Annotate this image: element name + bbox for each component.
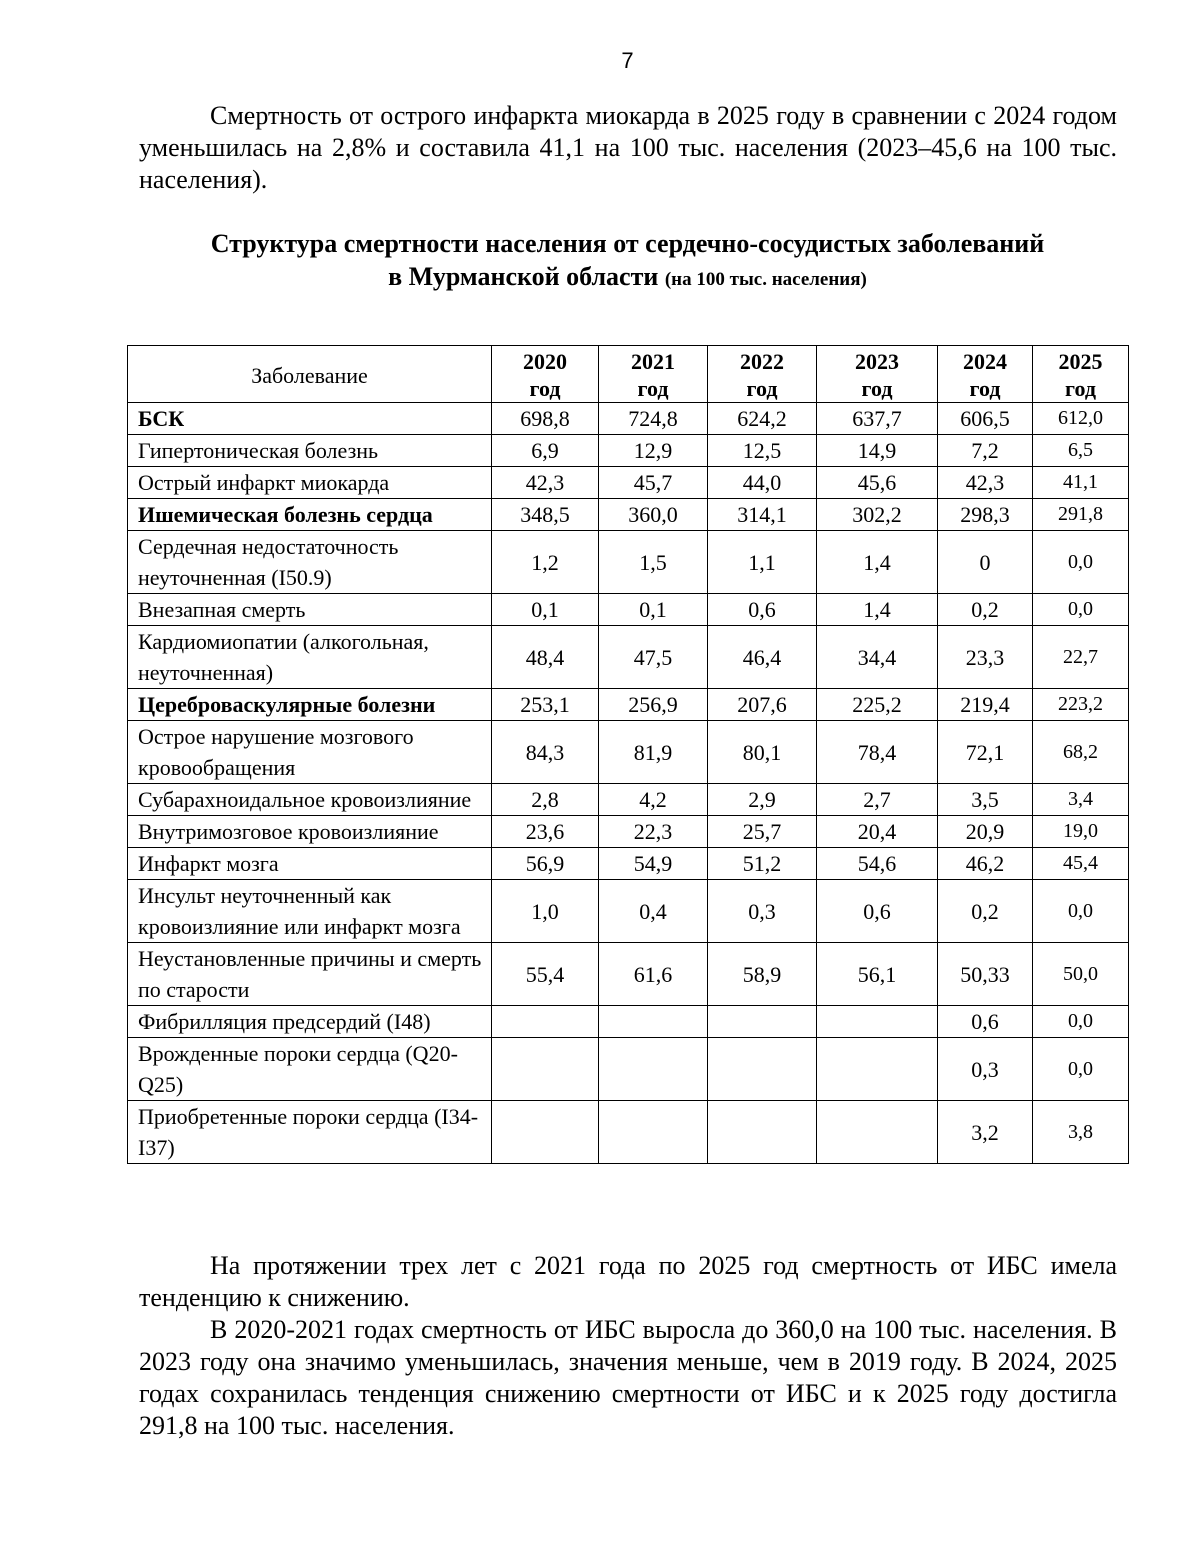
table-title [0, 227, 1200, 296]
row-disease-name: Врожденные пороки сердца (Q20-Q25) [128, 1038, 492, 1101]
table-title-line-2 [0, 260, 1200, 296]
row-value-2020: 2,8 [492, 784, 599, 816]
row-value-2022 [708, 1038, 817, 1101]
table-row [128, 626, 1129, 689]
table-title-line-1: Структура смертности населения от сердечно-сосудистых заболеваний [210, 229, 1045, 258]
row-disease-name: Приобретенные пороки сердца (I34-I37) [128, 1101, 492, 1164]
table-title-units: (на 100 тыс. населения) [664, 269, 867, 290]
row-value-2020 [492, 1038, 599, 1101]
table-row [128, 816, 1129, 848]
row-value-2024: 298,3 [938, 499, 1033, 531]
row-disease-name: Кардиомиопатии (алкогольная, неуточненная) [128, 626, 492, 689]
row-value-2021: 0,4 [599, 880, 708, 943]
row-value-2021: 1,5 [599, 531, 708, 594]
row-value-2021: 54,9 [599, 848, 708, 880]
table-row [128, 1006, 1129, 1038]
row-value-2022: 51,2 [708, 848, 817, 880]
row-value-2025: 22,7 [1033, 626, 1129, 689]
row-value-2023: 54,6 [817, 848, 938, 880]
row-value-2023: 1,4 [817, 531, 938, 594]
table-row [128, 403, 1129, 435]
row-disease-name: БСК [128, 403, 492, 435]
row-disease-name: Субарахноидальное кровоизлияние [128, 784, 492, 816]
row-disease-name: Сердечная недостаточность неуточненная (I50.9) [128, 531, 492, 594]
row-disease-name: Гипертоническая болезнь [128, 435, 492, 467]
row-value-2024: 0,3 [938, 1038, 1033, 1101]
row-disease-name: Фибрилляция предсердий (I48) [128, 1006, 492, 1038]
row-value-2023: 56,1 [817, 943, 938, 1006]
row-value-2024: 20,9 [938, 816, 1033, 848]
row-value-2020: 23,6 [492, 816, 599, 848]
row-value-2022: 46,4 [708, 626, 817, 689]
header-year-suffix: год [529, 376, 561, 401]
header-year-2021 [599, 346, 708, 403]
row-value-2024: 3,5 [938, 784, 1033, 816]
row-value-2022 [708, 1006, 817, 1038]
row-value-2020: 1,2 [492, 531, 599, 594]
row-value-2022: 2,9 [708, 784, 817, 816]
row-value-2024: 23,3 [938, 626, 1033, 689]
row-disease-name: Острое нарушение мозгового кровообращения [128, 721, 492, 784]
row-value-2021 [599, 1038, 708, 1101]
table-row [128, 848, 1129, 880]
row-value-2021: 256,9 [599, 689, 708, 721]
row-value-2023: 14,9 [817, 435, 938, 467]
table-row [128, 721, 1129, 784]
row-value-2025: 45,4 [1033, 848, 1129, 880]
row-value-2025: 0,0 [1033, 594, 1129, 626]
row-value-2025: 3,8 [1033, 1101, 1129, 1164]
row-value-2021: 0,1 [599, 594, 708, 626]
header-year-2025 [1033, 346, 1129, 403]
row-value-2024: 0,6 [938, 1006, 1033, 1038]
row-value-2023: 45,6 [817, 467, 938, 499]
table-row [128, 689, 1129, 721]
header-year-suffix: год [861, 376, 893, 401]
row-value-2025: 0,0 [1033, 880, 1129, 943]
row-value-2022: 314,1 [708, 499, 817, 531]
row-value-2021 [599, 1006, 708, 1038]
row-value-2023: 225,2 [817, 689, 938, 721]
mortality-table [127, 345, 1129, 1164]
row-disease-name: Цереброваскулярные болезни [128, 689, 492, 721]
header-year-label: 2021 [631, 349, 675, 374]
header-year-2023 [817, 346, 938, 403]
row-value-2020: 48,4 [492, 626, 599, 689]
row-value-2025: 41,1 [1033, 467, 1129, 499]
row-value-2020: 56,9 [492, 848, 599, 880]
row-value-2025: 291,8 [1033, 499, 1129, 531]
row-value-2021: 81,9 [599, 721, 708, 784]
header-disease: Заболевание [128, 346, 492, 403]
header-year-label: 2020 [523, 349, 567, 374]
row-disease-name: Инфаркт мозга [128, 848, 492, 880]
header-year-suffix: год [746, 376, 778, 401]
row-value-2023: 34,4 [817, 626, 938, 689]
row-value-2023: 0,6 [817, 880, 938, 943]
row-value-2022: 12,5 [708, 435, 817, 467]
row-value-2022: 25,7 [708, 816, 817, 848]
header-year-label: 2025 [1058, 349, 1103, 374]
row-value-2022: 0,3 [708, 880, 817, 943]
row-disease-name: Внутримозговое кровоизлияние [128, 816, 492, 848]
row-value-2021: 45,7 [599, 467, 708, 499]
row-value-2024: 0,2 [938, 880, 1033, 943]
row-value-2025: 6,5 [1033, 435, 1129, 467]
row-value-2021 [599, 1101, 708, 1164]
row-value-2025: 0,0 [1033, 531, 1129, 594]
row-value-2024: 3,2 [938, 1101, 1033, 1164]
table-title-region: в Мурманской области [388, 262, 659, 291]
table-row [128, 499, 1129, 531]
header-year-suffix: год [969, 376, 1001, 401]
row-value-2024: 219,4 [938, 689, 1033, 721]
row-value-2025: 612,0 [1033, 403, 1129, 435]
row-value-2021: 61,6 [599, 943, 708, 1006]
row-value-2022: 207,6 [708, 689, 817, 721]
header-year-2024 [938, 346, 1033, 403]
row-value-2022: 0,6 [708, 594, 817, 626]
row-value-2024: 0 [938, 531, 1033, 594]
row-value-2023: 78,4 [817, 721, 938, 784]
header-year-2022 [708, 346, 817, 403]
row-value-2024: 606,5 [938, 403, 1033, 435]
row-value-2022: 624,2 [708, 403, 817, 435]
row-value-2023: 302,2 [817, 499, 938, 531]
row-value-2024: 72,1 [938, 721, 1033, 784]
table-header-row [128, 346, 1129, 403]
row-value-2022 [708, 1101, 817, 1164]
row-value-2022: 44,0 [708, 467, 817, 499]
row-value-2023: 20,4 [817, 816, 938, 848]
row-value-2024: 50,33 [938, 943, 1033, 1006]
header-year-label: 2023 [855, 349, 899, 374]
row-value-2020: 55,4 [492, 943, 599, 1006]
table-row [128, 435, 1129, 467]
row-value-2021: 47,5 [599, 626, 708, 689]
row-value-2024: 42,3 [938, 467, 1033, 499]
table-row [128, 1101, 1129, 1164]
table-row [128, 784, 1129, 816]
table-row [128, 943, 1129, 1006]
row-disease-name: Ишемическая болезнь сердца [128, 499, 492, 531]
row-value-2020 [492, 1101, 599, 1164]
row-value-2020: 84,3 [492, 721, 599, 784]
row-value-2020 [492, 1006, 599, 1038]
table-row [128, 467, 1129, 499]
table-row [128, 531, 1129, 594]
row-value-2021: 22,3 [599, 816, 708, 848]
intro-paragraph: Смертность от острого инфаркта миокарда в 2025 году в сравнении с 2024 годом уменьшилась на 2,8% и составила 41,1 на 100 тыс. населения (2023–45,6 на 100 тыс. населения). [139, 101, 1117, 194]
page-number: 7 [621, 48, 634, 73]
table-row [128, 1038, 1129, 1101]
row-value-2024: 0,2 [938, 594, 1033, 626]
row-value-2025: 0,0 [1033, 1038, 1129, 1101]
header-year-label: 2022 [740, 349, 784, 374]
table-row [128, 594, 1129, 626]
closing-paragraph-2: В 2020-2021 годах смертность от ИБС выросла до 360,0 на 100 тыс. населения. В 2023 году она значимо уменьшилась, значения меньше, чем в 2019 году. В 2024, 2025 годах сохранилась тенденция снижению смертности от ИБС и к 2025 году достигла 291,8 на 100 тыс. населения. [139, 1315, 1117, 1440]
header-year-2020 [492, 346, 599, 403]
row-disease-name: Инсульт неуточненный как кровоизлияние или инфаркт мозга [128, 880, 492, 943]
header-year-suffix: год [1065, 376, 1096, 401]
row-value-2020: 42,3 [492, 467, 599, 499]
row-value-2020: 348,5 [492, 499, 599, 531]
row-value-2023: 2,7 [817, 784, 938, 816]
row-value-2020: 253,1 [492, 689, 599, 721]
row-value-2021: 12,9 [599, 435, 708, 467]
row-value-2020: 6,9 [492, 435, 599, 467]
row-value-2022: 1,1 [708, 531, 817, 594]
row-value-2023 [817, 1038, 938, 1101]
header-year-label: 2024 [963, 349, 1007, 374]
row-value-2021: 724,8 [599, 403, 708, 435]
row-value-2025: 19,0 [1033, 816, 1129, 848]
row-value-2025: 223,2 [1033, 689, 1129, 721]
row-value-2025: 68,2 [1033, 721, 1129, 784]
row-value-2023: 637,7 [817, 403, 938, 435]
row-value-2023: 1,4 [817, 594, 938, 626]
row-value-2021: 360,0 [599, 499, 708, 531]
row-disease-name: Внезапная смерть [128, 594, 492, 626]
row-value-2024: 46,2 [938, 848, 1033, 880]
row-value-2022: 80,1 [708, 721, 817, 784]
row-value-2023 [817, 1101, 938, 1164]
row-value-2025: 3,4 [1033, 784, 1129, 816]
row-disease-name: Острый инфаркт миокарда [128, 467, 492, 499]
row-disease-name: Неустановленные причины и смерть по старости [128, 943, 492, 1006]
row-value-2023 [817, 1006, 938, 1038]
row-value-2021: 4,2 [599, 784, 708, 816]
table-row [128, 880, 1129, 943]
closing-paragraph-1: На протяжении трех лет с 2021 года по 2025 год смертность от ИБС имела тенденцию к снижению. [139, 1251, 1117, 1312]
row-value-2022: 58,9 [708, 943, 817, 1006]
row-value-2025: 50,0 [1033, 943, 1129, 1006]
row-value-2020: 1,0 [492, 880, 599, 943]
row-value-2020: 0,1 [492, 594, 599, 626]
row-value-2020: 698,8 [492, 403, 599, 435]
header-year-suffix: год [637, 376, 669, 401]
row-value-2025: 0,0 [1033, 1006, 1129, 1038]
table-body [128, 403, 1129, 1164]
row-value-2024: 7,2 [938, 435, 1033, 467]
